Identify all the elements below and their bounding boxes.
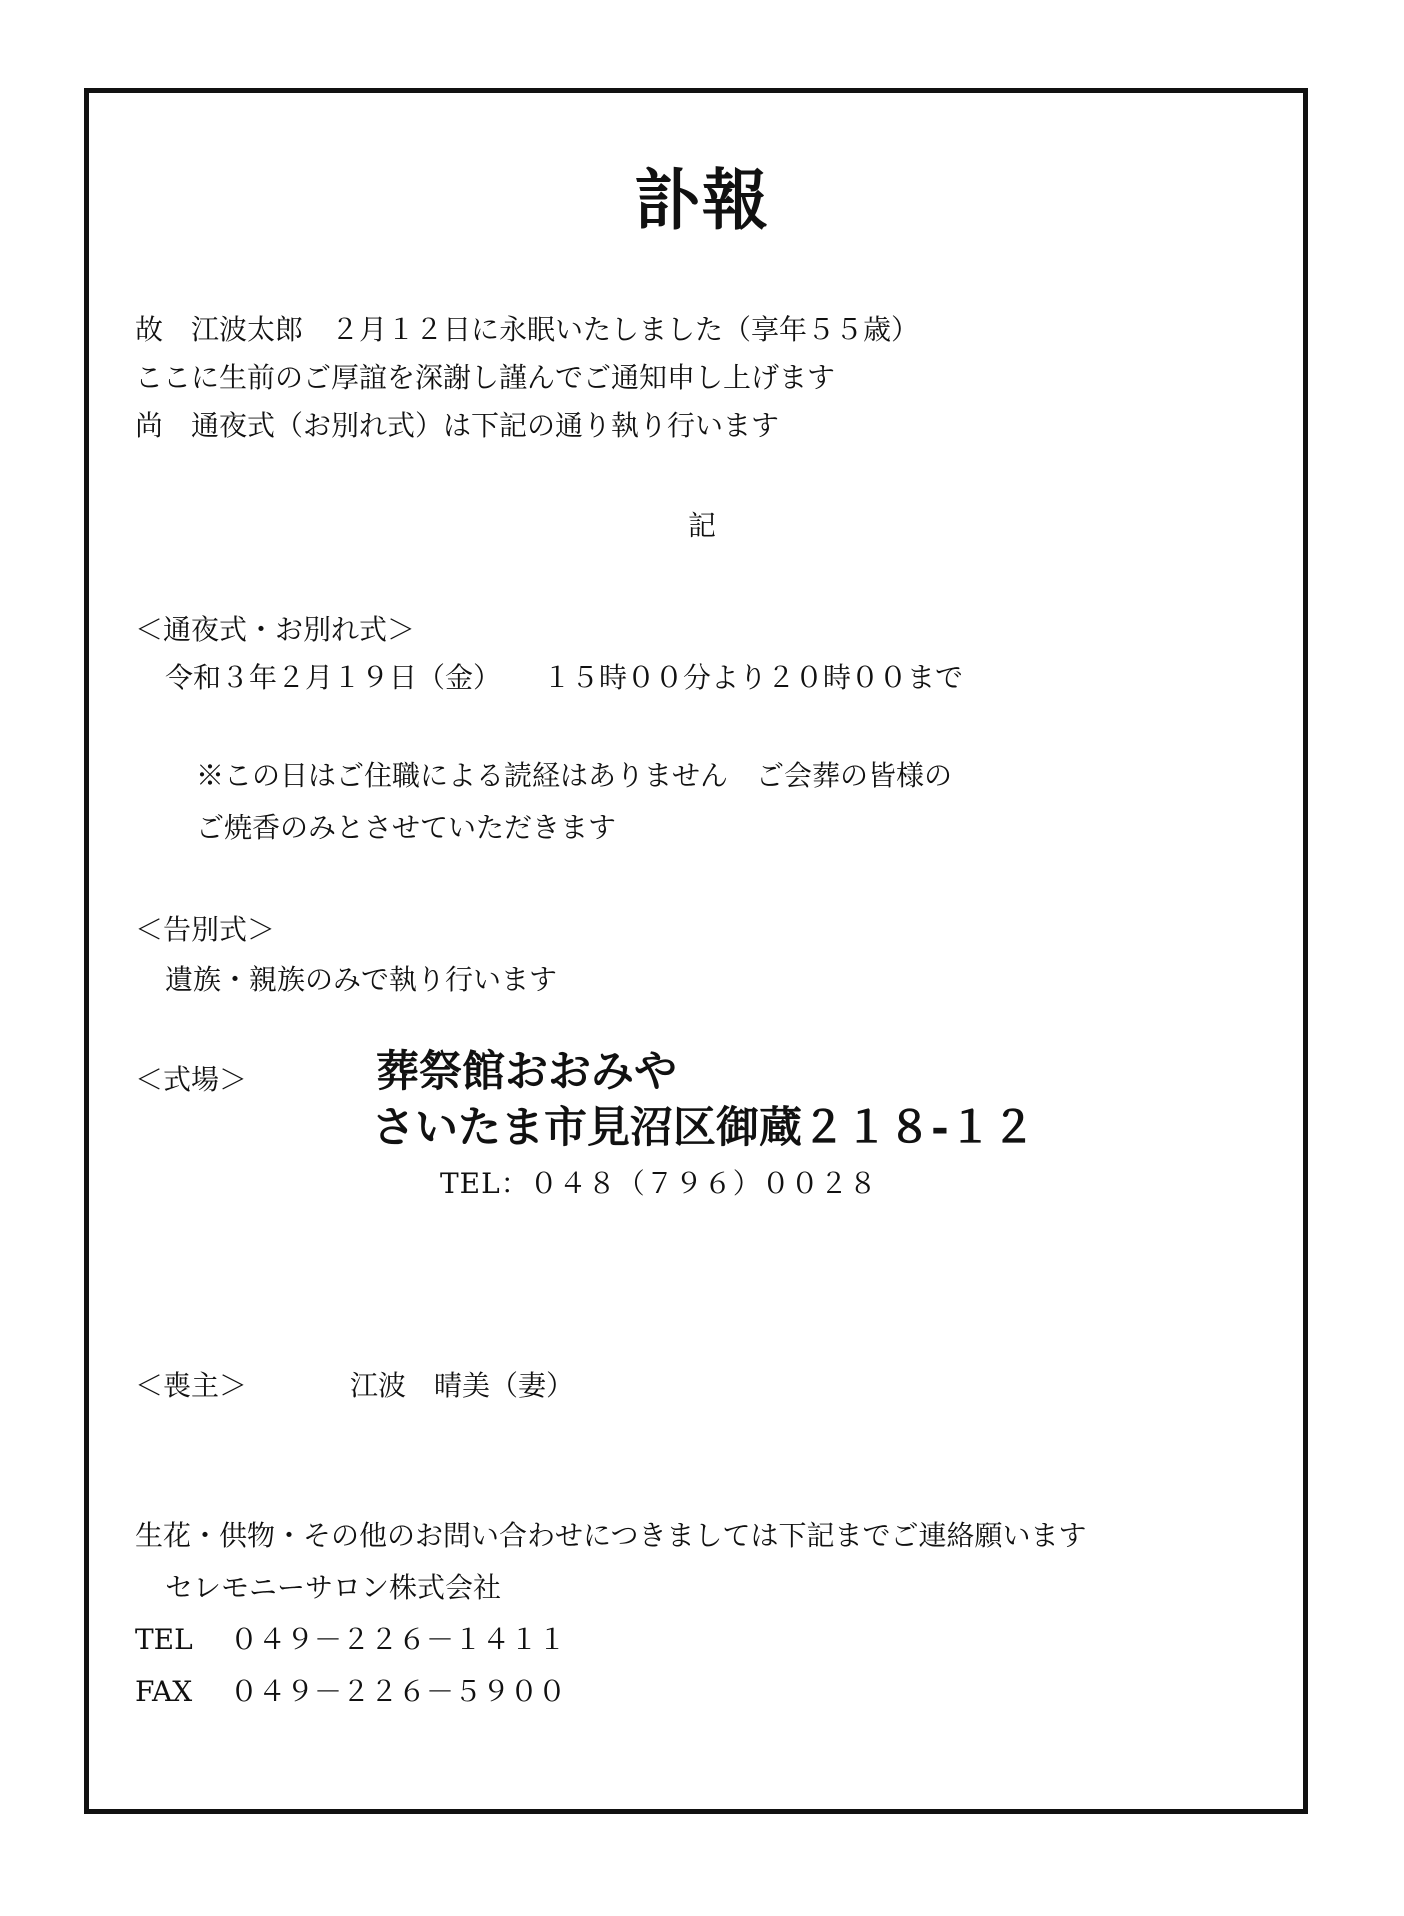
contact-company: セレモニーサロン株式会社 (165, 1571, 502, 1604)
contact-tel-label: TEL (135, 1623, 193, 1656)
moshu-name: 江波 晴美（妻） (350, 1369, 575, 1402)
kokubetsu-heading: ＜告別式＞ (135, 913, 276, 946)
tsuya-heading: ＜通夜式・お別れ式＞ (135, 613, 416, 646)
page-title: 訃報 (634, 161, 770, 239)
venue-tel: TEL：０４８（７９６）００２８ (440, 1167, 878, 1200)
intro-line-3: 尚 通夜式（お別れ式）は下記の通り執り行います (135, 409, 780, 442)
contact-tel: ０４９－２２６－１４１１ (230, 1623, 567, 1656)
venue-label: ＜式場＞ (135, 1063, 248, 1096)
intro-line-1: 故 江波太郎 ２月１２日に永眠いたしました（享年５５歳） (135, 313, 920, 346)
tsuya-note-1: ※この日はご住職による読経はありません ご会葬の皆様の (196, 759, 953, 792)
tsuya-datetime: 令和３年２月１９日（金） １５時００分より２０時００まで (165, 661, 964, 694)
moshu-label: ＜喪主＞ (135, 1369, 248, 1402)
venue-address: さいたま市見沼区御蔵２１８-１２ (372, 1103, 1035, 1153)
kokubetsu-text: 遺族・親族のみで執り行います (165, 963, 558, 996)
contact-fax-label: FAX (135, 1675, 193, 1708)
contact-line: 生花・供物・その他のお問い合わせにつきましては下記までご連絡願います (135, 1519, 1087, 1552)
tsuya-note-2: ご焼香のみとさせていただきます (196, 811, 617, 844)
ki-heading: 記 (687, 509, 716, 542)
contact-fax: ０４９－２２６－５９００ (230, 1675, 567, 1708)
intro-line-2: ここに生前のご厚誼を深謝し謹んでご通知申し上げます (135, 361, 836, 394)
venue-name: 葬祭館おおみや (376, 1047, 677, 1097)
